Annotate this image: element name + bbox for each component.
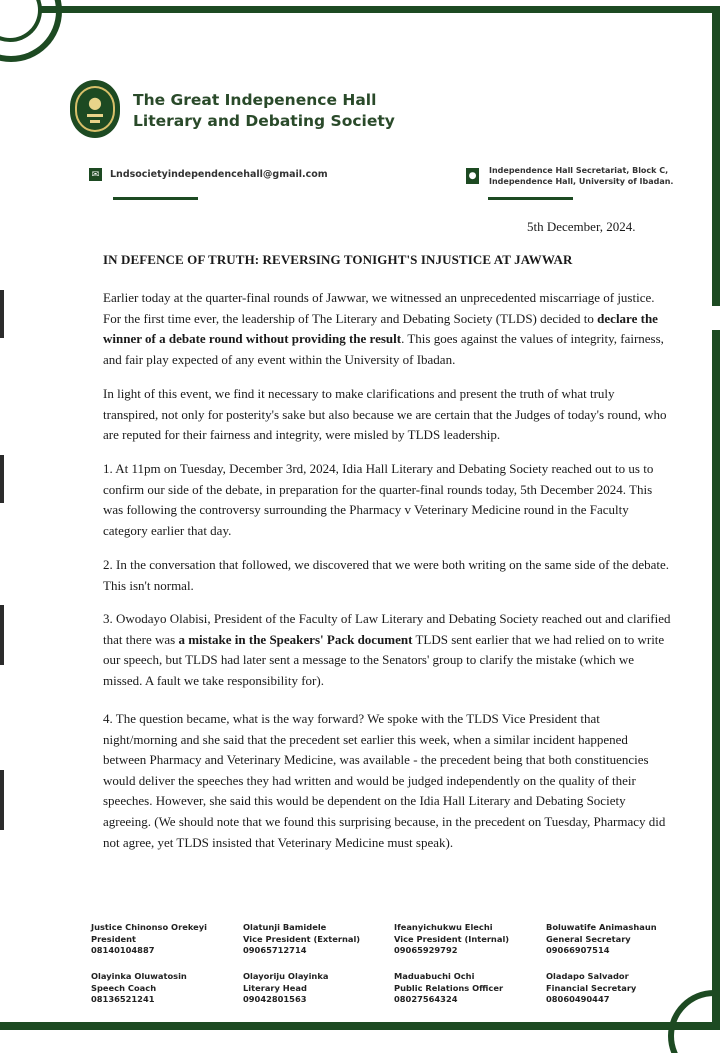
organization-name (133, 90, 395, 132)
paragraph-2: In light of this event, we find it necessary to make clarifications and present the truth of what truly transpired, not only for posterity's sake but also because we are certain that the Judges of today's round, who are reputed for their fairness and integrity, were misled by TLDS leadership. (103, 386, 667, 443)
officer-entry: Boluwatife Animashaun General Secretary 09066907514 (546, 922, 657, 955)
paragraph-4: 2. In the conversation that followed, we discovered that we were both writing on the same side of the debate. This isn't normal. (103, 557, 670, 593)
frame-right-border (712, 6, 720, 306)
divider (113, 197, 198, 200)
officer-entry: Oladapo Salvador Financial Secretary 08060490447 (546, 971, 637, 1004)
mail-icon: ✉ (89, 168, 102, 181)
email-text[interactable]: Lndsocietyindependencehall@gmail.com (110, 169, 328, 180)
frame-bottom-border (0, 1022, 720, 1030)
frame-right-border-lower (712, 330, 720, 1030)
margin-mark (0, 290, 4, 338)
officer-entry: Justice Chinonso Orekeyi President 08140104887 (91, 922, 208, 955)
email-contact (89, 168, 328, 181)
officer-entry: Ifeanyichukwu Elechi Vice President (Internal) 09065929792 (394, 922, 510, 955)
margin-mark (0, 770, 4, 830)
letter-title: IN DEFENCE OF TRUTH: REVERSING TONIGHT'S INJUSTICE AT JAWWAR (103, 252, 573, 267)
society-crest-icon: ● (70, 80, 120, 138)
paragraph-1: Earlier today at the quarter-final rounds of Jawwar, we witnessed an unprecedented miscarriage of justice. For the first time ever, the leadership of The Literary and Debating Society (TLDS) decided to declare the winner of a debate round without providing the result. This goes against the values of integrity, fairness, and fair play expected of any event within the University of Ibadan. (103, 290, 664, 367)
corner-arc-bottom-right (668, 990, 720, 1053)
margin-mark (0, 455, 4, 503)
org-name-line1: The Great Indepenence Hall (133, 91, 377, 109)
address-line1: Independence Hall Secretariat, Block C, (489, 166, 669, 175)
paragraph-5: 3. Owodayo Olabisi, President of the Faculty of Law Literary and Debating Society reached out and clarified that there was a mistake in the Speakers' Pack document TLDS sent earlier that we had relied on to write our speech, but TLDS had later sent a message to the Senators' group to clarify the mistake (which we missed. A fault we take responsibility for). (103, 611, 671, 688)
paragraph-3: 1. At 11pm on Tuesday, December 3rd, 2024, Idia Hall Literary and Debating Society reached out to us to confirm our side of the debate, in preparation for the quarter-final rounds today, 5th December 2024. This was following the controversy surrounding the Pharmacy v Veterinary Medicine round in the Faculty category earlier that day. (103, 461, 654, 538)
divider (488, 197, 573, 200)
margin-mark (0, 605, 4, 665)
officer-entry: Olayinka Oluwatosin Speech Coach 08136521241 (91, 971, 187, 1004)
address-line2: Independence Hall, University of Ibadan. (489, 177, 674, 186)
paragraph-6: 4. The question became, what is the way forward? We spoke with the TLDS Vice President that night/morning and she said that the precedent set earlier this week, when a similar incident happened between Pharmacy and Veterinary Medicine, was available - the precedent being that both constituencies would deliver the speeches they had written and would be judged independently on the quality of their speeches. However, she said this would be dependent on the Idia Hall Literary and Debating Society agreeing. (We should note that we found this surprising because, in the precedent on Tuesday, Pharmacy did not agree, yet TLDS insisted that Veterinary Medicine must speak). (103, 711, 666, 850)
emphasis-text: a mistake in the Speakers' Pack document (178, 631, 413, 647)
emphasis-text: declare the winner of a debate round without providing the result (103, 310, 658, 347)
letter-date: 5th December, 2024. (527, 219, 636, 234)
officer-entry: Olayoriju Olayinka Literary Head 09042801563 (243, 971, 329, 1004)
officer-entry: Maduabuchi Ochi Public Relations Officer 08027564324 (394, 971, 504, 1004)
location-pin-icon: ● (466, 168, 479, 184)
frame-top-border (40, 6, 720, 13)
address-contact (466, 165, 673, 187)
org-name-line2: Literary and Debating Society (133, 112, 395, 130)
officer-entry: Olatunji Bamidele Vice President (External) 09065712714 (243, 922, 361, 955)
